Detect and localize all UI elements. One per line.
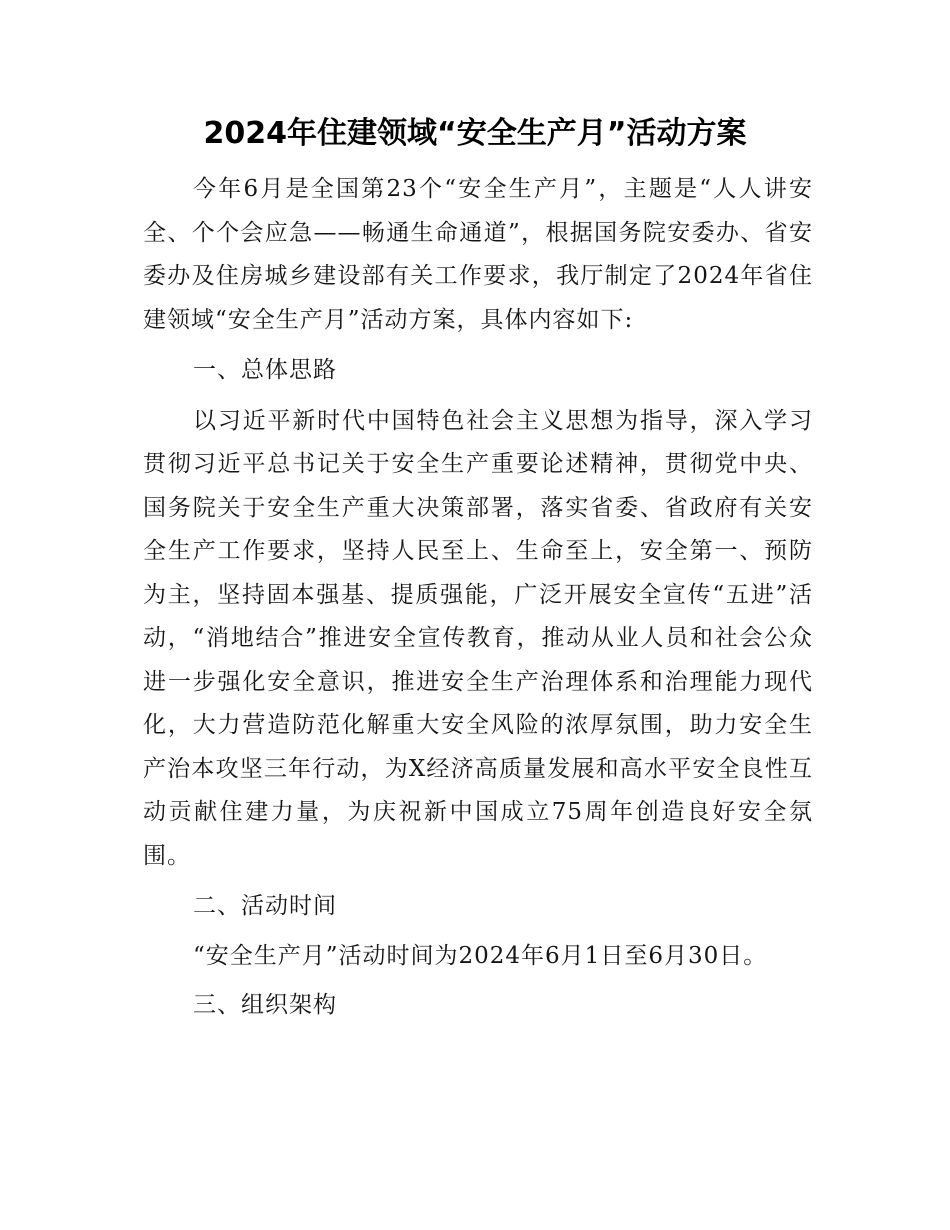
document-body bbox=[143, 168, 813, 1028]
section-3-heading: 三、组织架构 bbox=[193, 992, 337, 1018]
spacer bbox=[143, 342, 813, 349]
intro-paragraph: 今年6月是全国第23个“安全生产月”，主题是“人人讲安全、个个会应急——畅通生命通道”，根据国务院安委办、省安委办及住房城乡建设部有关工作要求，我厅制定了2024年省住建领域“安全生产月”活动方案，具体内容如下: bbox=[143, 176, 813, 333]
section-1-paragraph: 以习近平新时代中国特色社会主义思想为指导，深入学习贯彻习近平总书记关于安全生产重要论述精神，贯彻党中央、国务院关于安全生产重大决策部署，落实省委、省政府有关安全生产工作要求，坚持人民至上、生命至上，安全第一、预防为主，坚持固本强基、提质强能，广泛开展安全宣传“五进”活动，“消地结合”推进安全宣传教育，推动从业人员和社会公众进一步强化安全意识，推进安全生产治理体系和治理能力现代化，大力营造防范化解重大安全风险的浓厚氛围，助力安全生产治本攻坚三年行动，为X经济高质量发展和高水平安全良性互动贡献住建力量，为庆祝新中国成立75周年创造良好安全氛围。 bbox=[143, 407, 813, 869]
spacer bbox=[143, 393, 813, 400]
document-title: 2024年住建领域“安全生产月”活动方案 bbox=[203, 116, 747, 151]
section-2-paragraph: “安全生产月”活动时间为2024年6月1日至6月30日。 bbox=[193, 942, 768, 969]
section-2-heading: 二、活动时间 bbox=[193, 893, 337, 919]
section-1-heading: 一、总体思路 bbox=[193, 357, 337, 383]
spacer bbox=[143, 878, 813, 885]
